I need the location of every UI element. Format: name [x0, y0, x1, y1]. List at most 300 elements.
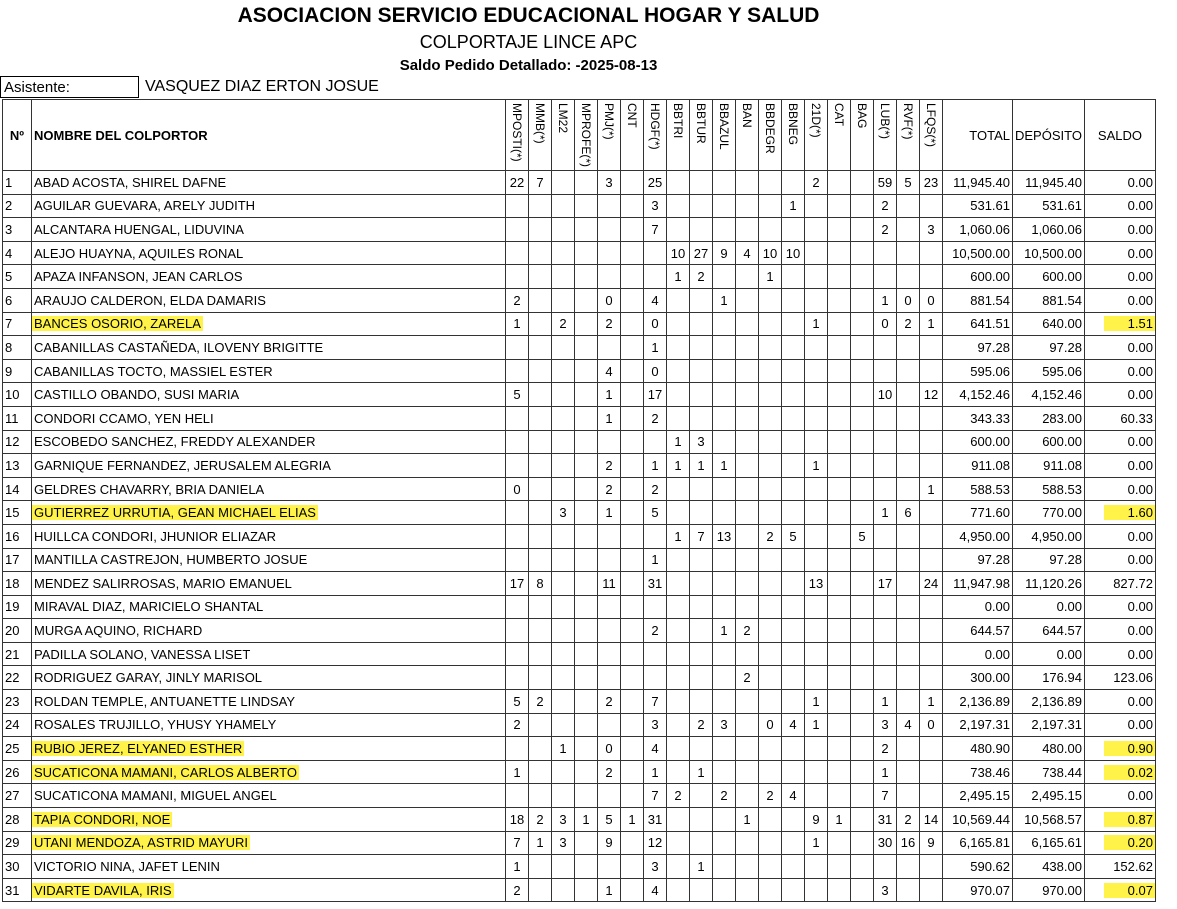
- table-row: [3, 265, 1156, 289]
- product-qty-cell: [598, 784, 621, 808]
- product-qty-cell: [552, 548, 575, 572]
- product-qty-cell: 1: [644, 454, 667, 478]
- product-qty-cell: 1: [506, 760, 529, 784]
- product-qty-cell: 2: [897, 808, 920, 832]
- col-header-product: [690, 100, 713, 171]
- product-qty-cell: [782, 619, 805, 643]
- balance-value: 827.72: [1113, 575, 1153, 591]
- balance-cell: [1084, 690, 1155, 714]
- product-qty-cell: [506, 666, 529, 690]
- row-number: 3: [3, 218, 32, 242]
- total-cell: 480.90: [943, 737, 1013, 761]
- product-qty-cell: [851, 760, 874, 784]
- product-qty-cell: 1: [690, 855, 713, 879]
- balance-value: 0.00: [1127, 198, 1153, 214]
- product-qty-cell: 3: [644, 713, 667, 737]
- product-qty-cell: [690, 171, 713, 195]
- product-qty-cell: [552, 171, 575, 195]
- product-qty-cell: [713, 336, 736, 360]
- row-number: 29: [3, 831, 32, 855]
- product-qty-cell: [736, 265, 759, 289]
- product-qty-cell: [621, 713, 644, 737]
- product-qty-cell: 3: [644, 855, 667, 879]
- colporter-name-cell: [32, 218, 506, 242]
- product-qty-cell: [736, 454, 759, 478]
- product-qty-cell: 7: [506, 831, 529, 855]
- product-qty-cell: [621, 784, 644, 808]
- product-qty-cell: [782, 855, 805, 879]
- total-cell: 911.08: [943, 454, 1013, 478]
- table-row: [3, 501, 1156, 525]
- product-qty-cell: 2: [690, 713, 713, 737]
- col-header-product-label: LUB(*): [878, 103, 892, 140]
- table-row: [3, 171, 1156, 195]
- product-qty-cell: [644, 666, 667, 690]
- product-qty-cell: [828, 737, 851, 761]
- product-qty-cell: [552, 572, 575, 596]
- product-qty-cell: 1: [713, 454, 736, 478]
- balance-value: 152.62: [1113, 859, 1153, 875]
- product-qty-cell: [828, 501, 851, 525]
- balance-cell: [1084, 595, 1155, 619]
- deposit-cell: 4,950.00: [1013, 524, 1085, 548]
- product-qty-cell: [805, 336, 828, 360]
- col-header-product-label: LFQS(*): [924, 103, 938, 148]
- product-qty-cell: 1: [598, 406, 621, 430]
- product-qty-cell: [621, 383, 644, 407]
- product-qty-cell: [828, 477, 851, 501]
- product-qty-cell: [736, 548, 759, 572]
- product-qty-cell: 2: [897, 312, 920, 336]
- product-qty-cell: [874, 642, 897, 666]
- deposit-cell: 97.28: [1013, 548, 1085, 572]
- colporter-name: ROSALES TRUJILLO, YHUSY YHAMELY: [34, 717, 277, 733]
- balance-value: 1.51: [1104, 316, 1156, 331]
- product-qty-cell: [713, 595, 736, 619]
- product-qty-cell: [736, 878, 759, 902]
- product-qty-cell: [529, 642, 552, 666]
- product-qty-cell: [897, 572, 920, 596]
- product-qty-cell: [805, 878, 828, 902]
- colporter-name-cell: [32, 831, 506, 855]
- balance-cell: [1084, 406, 1155, 430]
- product-qty-cell: [759, 642, 782, 666]
- table-row: [3, 619, 1156, 643]
- row-number: 19: [3, 595, 32, 619]
- table-row: [3, 194, 1156, 218]
- product-qty-cell: [828, 265, 851, 289]
- balance-cell: [1084, 312, 1155, 336]
- col-header-product-label: CAT: [832, 103, 846, 127]
- product-qty-cell: [713, 171, 736, 195]
- product-qty-cell: 2: [506, 713, 529, 737]
- product-qty-cell: [874, 855, 897, 879]
- product-qty-cell: 1: [713, 619, 736, 643]
- report-date-line: Saldo Pedido Detallado: -2025-08-13: [399, 57, 658, 74]
- col-header-product: [713, 100, 736, 171]
- colporter-name: HUILLCA CONDORI, JHUNIOR ELIAZAR: [34, 528, 276, 544]
- product-qty-cell: [920, 595, 943, 619]
- product-qty-cell: [828, 760, 851, 784]
- product-qty-cell: [759, 572, 782, 596]
- colporter-name-cell: [32, 312, 506, 336]
- colporter-name: CONDORI CCAMO, YEN HELI: [34, 410, 214, 426]
- row-number: 21: [3, 642, 32, 666]
- col-header-product: [805, 100, 828, 171]
- product-qty-cell: [713, 194, 736, 218]
- balance-cell: [1084, 477, 1155, 501]
- col-header-product: [759, 100, 782, 171]
- col-header-product: [552, 100, 575, 171]
- product-qty-cell: [805, 595, 828, 619]
- deposit-cell: 738.44: [1013, 760, 1085, 784]
- product-qty-cell: [621, 406, 644, 430]
- product-qty-cell: 2: [759, 784, 782, 808]
- product-qty-cell: [552, 430, 575, 454]
- product-qty-cell: [506, 737, 529, 761]
- colporter-name-cell: [32, 619, 506, 643]
- product-qty-cell: [575, 312, 598, 336]
- product-qty-cell: [851, 265, 874, 289]
- row-number: 15: [3, 501, 32, 525]
- product-qty-cell: [621, 430, 644, 454]
- product-qty-cell: [552, 336, 575, 360]
- product-qty-cell: [690, 808, 713, 832]
- product-qty-cell: 2: [874, 737, 897, 761]
- balance-value: 0.20: [1104, 835, 1156, 850]
- product-qty-cell: [552, 760, 575, 784]
- product-qty-cell: 27: [690, 241, 713, 265]
- deposit-cell: 0.00: [1013, 642, 1085, 666]
- balance-cell: [1084, 666, 1155, 690]
- balance-value: 0.00: [1127, 269, 1153, 285]
- product-qty-cell: [920, 359, 943, 383]
- product-qty-cell: [690, 406, 713, 430]
- product-qty-cell: 0: [598, 737, 621, 761]
- product-qty-cell: 3: [552, 831, 575, 855]
- product-qty-cell: [782, 406, 805, 430]
- product-qty-cell: 1: [805, 713, 828, 737]
- product-qty-cell: [575, 265, 598, 289]
- product-qty-cell: [667, 619, 690, 643]
- row-number: 28: [3, 808, 32, 832]
- product-qty-cell: [621, 595, 644, 619]
- product-qty-cell: [575, 194, 598, 218]
- product-qty-cell: [506, 359, 529, 383]
- balance-value: 0.00: [1127, 292, 1153, 308]
- product-qty-cell: [690, 666, 713, 690]
- product-qty-cell: [851, 784, 874, 808]
- product-qty-cell: [897, 359, 920, 383]
- product-qty-cell: [920, 760, 943, 784]
- product-qty-cell: [874, 359, 897, 383]
- product-qty-cell: 3: [598, 171, 621, 195]
- product-qty-cell: 7: [529, 171, 552, 195]
- product-qty-cell: [506, 241, 529, 265]
- product-qty-cell: [598, 336, 621, 360]
- product-qty-cell: [621, 336, 644, 360]
- product-qty-cell: [598, 265, 621, 289]
- product-qty-cell: [529, 595, 552, 619]
- deposit-cell: 600.00: [1013, 265, 1085, 289]
- product-qty-cell: 7: [690, 524, 713, 548]
- product-qty-cell: 7: [644, 784, 667, 808]
- product-qty-cell: [552, 784, 575, 808]
- product-qty-cell: [621, 312, 644, 336]
- product-qty-cell: 2: [736, 666, 759, 690]
- balance-value: 0.00: [1127, 646, 1153, 662]
- product-qty-cell: [736, 288, 759, 312]
- col-header-product: [828, 100, 851, 171]
- row-number: 13: [3, 454, 32, 478]
- product-qty-cell: [667, 737, 690, 761]
- col-header-product: [874, 100, 897, 171]
- total-cell: 771.60: [943, 501, 1013, 525]
- deposit-cell: 911.08: [1013, 454, 1085, 478]
- col-header-product-label: BAG: [855, 103, 869, 129]
- product-qty-cell: [667, 572, 690, 596]
- product-qty-cell: 1: [667, 430, 690, 454]
- balance-value: 0.07: [1104, 883, 1156, 898]
- product-qty-cell: [897, 218, 920, 242]
- total-cell: 595.06: [943, 359, 1013, 383]
- col-header-product: [644, 100, 667, 171]
- product-qty-cell: [575, 642, 598, 666]
- product-qty-cell: [690, 831, 713, 855]
- colporter-name: MANTILLA CASTREJON, HUMBERTO JOSUE: [34, 552, 308, 568]
- product-qty-cell: [575, 454, 598, 478]
- product-qty-cell: [552, 383, 575, 407]
- colporter-name-cell: [32, 878, 506, 902]
- product-qty-cell: [828, 359, 851, 383]
- product-qty-cell: 1: [805, 454, 828, 478]
- product-qty-cell: [897, 265, 920, 289]
- colporter-name: CABANILLAS TOCTO, MASSIEL ESTER: [34, 363, 273, 379]
- colporter-name-cell: [32, 808, 506, 832]
- balance-value: 0.00: [1127, 788, 1153, 804]
- product-qty-cell: [851, 430, 874, 454]
- product-qty-cell: [621, 642, 644, 666]
- product-qty-cell: [851, 642, 874, 666]
- product-qty-cell: [897, 548, 920, 572]
- product-qty-cell: [736, 312, 759, 336]
- product-qty-cell: [897, 595, 920, 619]
- product-qty-cell: 2: [598, 454, 621, 478]
- product-qty-cell: [529, 312, 552, 336]
- product-qty-cell: [621, 524, 644, 548]
- product-qty-cell: [552, 524, 575, 548]
- col-header-product-label: BBNEG: [786, 103, 800, 146]
- product-qty-cell: [759, 406, 782, 430]
- balance-cell: [1084, 383, 1155, 407]
- product-qty-cell: [759, 501, 782, 525]
- balance-value: 0.87: [1104, 812, 1156, 827]
- product-qty-cell: [575, 218, 598, 242]
- product-qty-cell: [874, 548, 897, 572]
- product-qty-cell: [529, 194, 552, 218]
- balance-value: 0.00: [1127, 599, 1153, 615]
- product-qty-cell: [897, 619, 920, 643]
- total-cell: 11,947.98: [943, 572, 1013, 596]
- colporter-name: UTANI MENDOZA, ASTRID MAYURI: [34, 835, 249, 851]
- colporter-name-cell: [32, 760, 506, 784]
- row-number: 31: [3, 878, 32, 902]
- product-qty-cell: [782, 666, 805, 690]
- product-qty-cell: 3: [644, 194, 667, 218]
- col-header-product-label: BBTUR: [694, 103, 708, 144]
- balance-value: 0.00: [1127, 528, 1153, 544]
- balance-cell: [1084, 288, 1155, 312]
- product-qty-cell: [552, 454, 575, 478]
- product-qty-cell: 2: [529, 808, 552, 832]
- colporter-name-cell: [32, 336, 506, 360]
- colporter-name: SUCATICONA MAMANI, CARLOS ALBERTO: [34, 764, 297, 780]
- product-qty-cell: 25: [644, 171, 667, 195]
- product-qty-cell: 5: [897, 171, 920, 195]
- row-number: 24: [3, 713, 32, 737]
- product-qty-cell: [851, 878, 874, 902]
- product-qty-cell: 1: [621, 808, 644, 832]
- product-qty-cell: [782, 760, 805, 784]
- colporter-name-cell: [32, 430, 506, 454]
- product-qty-cell: 1: [920, 312, 943, 336]
- product-qty-cell: [759, 737, 782, 761]
- colporter-name: MURGA AQUINO, RICHARD: [34, 623, 203, 639]
- product-qty-cell: [621, 477, 644, 501]
- balance-cell: [1084, 524, 1155, 548]
- product-qty-cell: 2: [667, 784, 690, 808]
- product-qty-cell: [805, 642, 828, 666]
- deposit-cell: 2,136.89: [1013, 690, 1085, 714]
- product-qty-cell: [667, 194, 690, 218]
- deposit-cell: 97.28: [1013, 336, 1085, 360]
- deposit-cell: 176.94: [1013, 666, 1085, 690]
- product-qty-cell: [736, 690, 759, 714]
- product-qty-cell: [713, 218, 736, 242]
- row-number: 9: [3, 359, 32, 383]
- product-qty-cell: 2: [805, 171, 828, 195]
- product-qty-cell: 18: [506, 808, 529, 832]
- product-qty-cell: [575, 713, 598, 737]
- product-qty-cell: [782, 477, 805, 501]
- product-qty-cell: [736, 524, 759, 548]
- product-qty-cell: [598, 855, 621, 879]
- colporter-name-cell: [32, 713, 506, 737]
- product-qty-cell: [598, 548, 621, 572]
- product-qty-cell: [874, 336, 897, 360]
- product-qty-cell: [759, 430, 782, 454]
- product-qty-cell: [552, 595, 575, 619]
- product-qty-cell: [506, 218, 529, 242]
- product-qty-cell: [920, 336, 943, 360]
- table-row: [3, 831, 1156, 855]
- product-qty-cell: [529, 524, 552, 548]
- product-qty-cell: [690, 312, 713, 336]
- product-qty-cell: [828, 241, 851, 265]
- product-qty-cell: [805, 430, 828, 454]
- total-cell: 881.54: [943, 288, 1013, 312]
- product-qty-cell: [529, 501, 552, 525]
- product-qty-cell: 1: [506, 312, 529, 336]
- product-qty-cell: [805, 383, 828, 407]
- deposit-cell: 881.54: [1013, 288, 1085, 312]
- product-qty-cell: [621, 454, 644, 478]
- product-qty-cell: 5: [782, 524, 805, 548]
- product-qty-cell: 1: [598, 501, 621, 525]
- balance-value: 0.00: [1127, 221, 1153, 237]
- product-qty-cell: [506, 524, 529, 548]
- col-header-total: TOTAL: [943, 100, 1013, 171]
- product-qty-cell: [782, 454, 805, 478]
- product-qty-cell: [713, 642, 736, 666]
- product-qty-cell: [713, 878, 736, 902]
- product-qty-cell: 2: [506, 288, 529, 312]
- product-qty-cell: [690, 642, 713, 666]
- product-qty-cell: [621, 737, 644, 761]
- product-qty-cell: 1: [828, 808, 851, 832]
- product-qty-cell: [506, 406, 529, 430]
- product-qty-cell: [805, 760, 828, 784]
- product-qty-cell: [759, 383, 782, 407]
- colporter-name-cell: [32, 501, 506, 525]
- colporter-name-cell: [32, 241, 506, 265]
- product-qty-cell: [828, 524, 851, 548]
- product-qty-cell: [690, 194, 713, 218]
- product-qty-cell: [759, 878, 782, 902]
- product-qty-cell: 0: [644, 359, 667, 383]
- product-qty-cell: [575, 831, 598, 855]
- product-qty-cell: [897, 642, 920, 666]
- product-qty-cell: [782, 312, 805, 336]
- product-qty-cell: 2: [736, 619, 759, 643]
- product-qty-cell: 1: [874, 690, 897, 714]
- product-qty-cell: 9: [920, 831, 943, 855]
- product-qty-cell: [759, 359, 782, 383]
- product-qty-cell: 0: [506, 477, 529, 501]
- product-qty-cell: 10: [667, 241, 690, 265]
- product-qty-cell: [713, 760, 736, 784]
- product-qty-cell: [828, 454, 851, 478]
- product-qty-cell: [598, 241, 621, 265]
- product-qty-cell: 1: [644, 760, 667, 784]
- product-qty-cell: [897, 383, 920, 407]
- product-qty-cell: [529, 288, 552, 312]
- product-qty-cell: 5: [851, 524, 874, 548]
- product-qty-cell: [736, 501, 759, 525]
- product-qty-cell: [621, 666, 644, 690]
- product-qty-cell: 3: [552, 501, 575, 525]
- deposit-cell: 11,120.26: [1013, 572, 1085, 596]
- product-qty-cell: 1: [644, 548, 667, 572]
- balance-cell: [1084, 760, 1155, 784]
- row-number: 14: [3, 477, 32, 501]
- product-qty-cell: 4: [782, 784, 805, 808]
- product-qty-cell: [897, 666, 920, 690]
- product-qty-cell: [667, 595, 690, 619]
- product-qty-cell: 1: [759, 265, 782, 289]
- product-qty-cell: [736, 713, 759, 737]
- deposit-cell: 2,495.15: [1013, 784, 1085, 808]
- product-qty-cell: 5: [598, 808, 621, 832]
- product-qty-cell: [575, 548, 598, 572]
- product-qty-cell: 3: [690, 430, 713, 454]
- product-qty-cell: [667, 713, 690, 737]
- product-qty-cell: [782, 430, 805, 454]
- product-qty-cell: [690, 619, 713, 643]
- colporter-name-cell: [32, 406, 506, 430]
- total-cell: 600.00: [943, 430, 1013, 454]
- product-qty-cell: [690, 288, 713, 312]
